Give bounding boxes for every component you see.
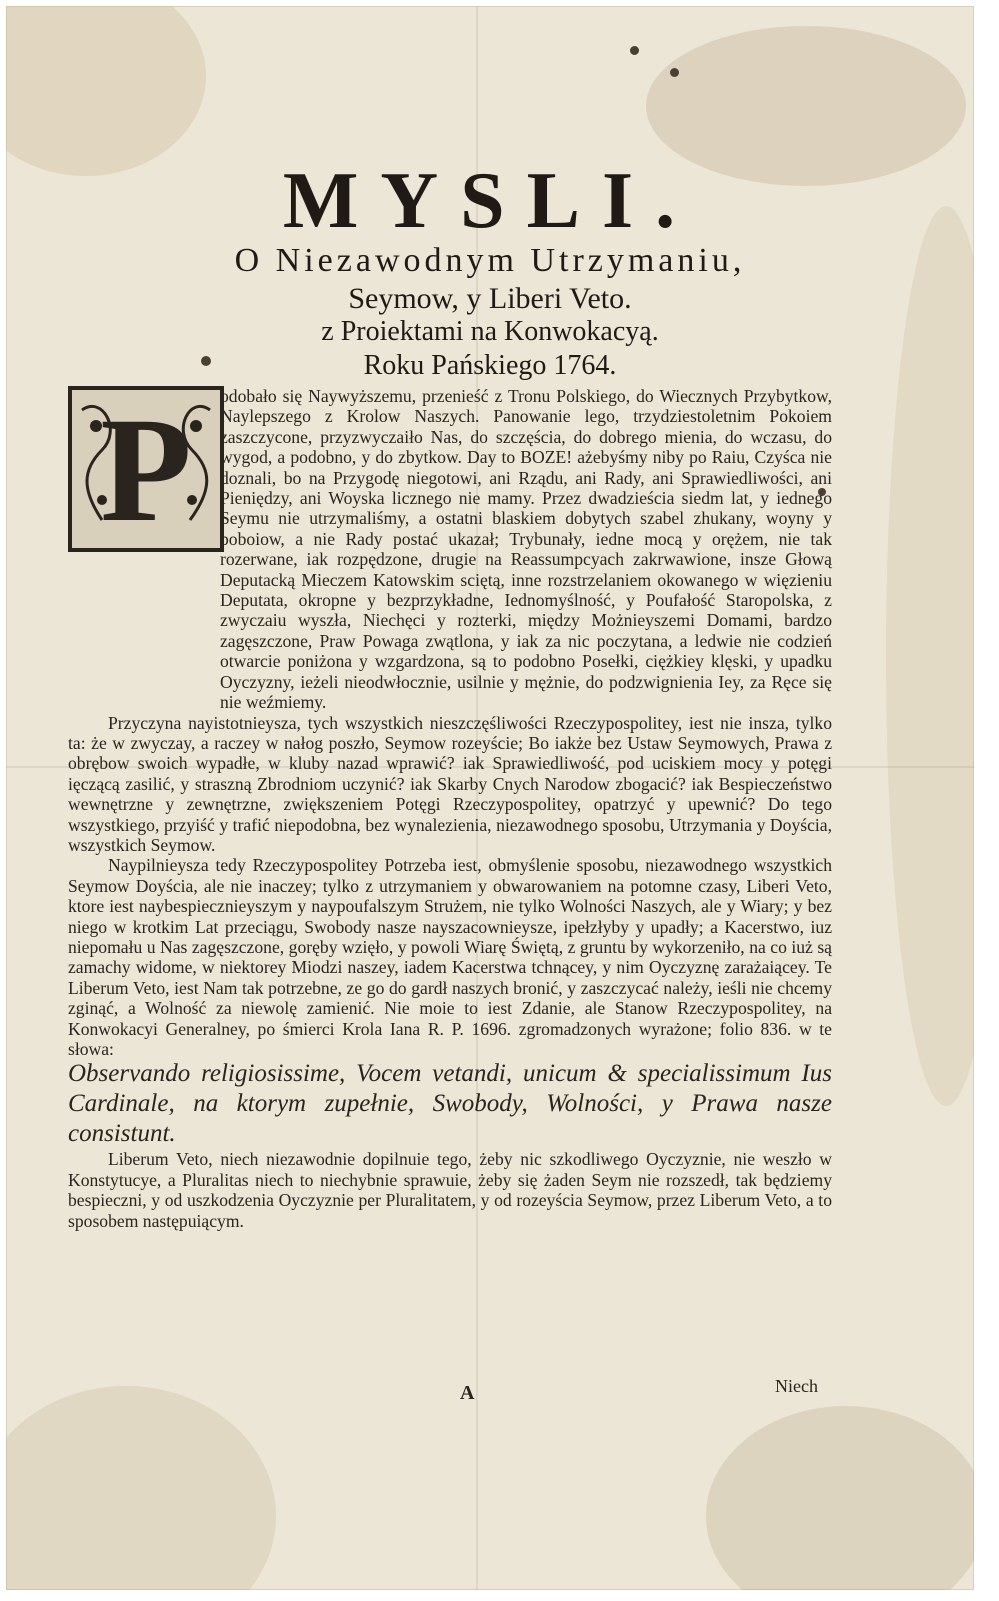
age-stain (706, 1406, 974, 1590)
signature-mark: A (460, 1382, 475, 1404)
document-page (6, 6, 974, 1590)
document-title: MYSLI. (282, 157, 698, 245)
initial-letter: P (100, 387, 192, 553)
latin-quote: Observando religiosissime, Vocem vetandi, unicum & specialissimum Ius Cardinale, na ktorym zupełnie, Swobody, Wolności, y Prawa nasze consistunt. (68, 1060, 832, 1148)
subtitle-line: O Niezawodnym Utrzymaniu, (234, 242, 746, 279)
paragraph: odobało się Naywyższemu, przenieść z Tronu Polskiego, do Wiecznych Przybytkow, Naylepszego z Krolow Naszych. Panowanie lego, trzydziestoletnim Pokoiem zaszczycone, przyzwyczaiło Nas, do szczęścia, do dobrego mienia, do wczasu, do wygod, a podobno, y do zbytkow. Day to BOZE! ażebyśmy niby po Raiu, Czyśca nie doznali, bo na Przygodę niegotowi, ani Rządu, ani Rady, ani Sprawiedliwości, ani Pieniędzy, ani Woyska licznego nie mamy. Przez dwadzieścia siedm lat, y iednego Seymu nie utrzymaliśmy, a ostatni blaskiem dobytych szabel zhukany, woyny y poboiow, a nie Rady postać ukazał; Trybunały, iedne mocą y orężem, nie tak rozerwane, iak rozpędzone, drugie na Reassumpcyach zakrwawione, insze Głową Deputacką Mieczem Katowskim sciętą, inne rozstrzelaniem okowanego w więzieniu Deputata, okropne y bezprzykładne, Iednomyślność, y Poufałość Staropolska, z zwyczaiu wyszła, Niechęci y rozterki, między Możnieyszemi Domami, bardzo zagęszczone, Praw Powaga zwątlona, y iak za nic poczytana, a ledwie nie codzień otwarcie poniżona y wzgardzona, są to podobno Posełki, ciężkiey klęski, y upadku Oyczyzny, ieżeli nieodwłocznie, usilnie y mężnie, do podzwignienia Iey, za Ręce się nie weźmiemy. (220, 386, 832, 713)
age-stain (6, 6, 206, 176)
catchword: Niech (775, 1376, 818, 1396)
paragraph: Liberum Veto, niech niezawodnie dopilnuie tego, żeby nic szkodliwego Oyczyznie, nie weszło w Konstytucye, a Pluralitas niech to niechybnie sprawuie, żeby się żaden Seym nie rozszedł, tak będziemy bespieczni, y od uszkodzenia Oyczyznie per Pluralitatem, y od rozeyścia Seymow, przez Liberum Veto, a to sposobem następuiącym. (68, 1149, 832, 1231)
paragraph: Naypilnieysza tedy Rzeczypospolitey Potrzeba iest, obmyślenie sposobu, niezawodnego wszystkich Seymow Doyścia, ale nie inaczey; tylko z utrzymaniem y obwarowaniem na potomne czasy, Liberi Veto, ktore iest naybespiecznieyszym y naypoufalszym Strużem, nie tylko Wolności Naszych, ale y Wiary; y bez niego w krotkim Lat przeciągu, Swobody nasze nayszacownieysze, ipełzłyby y upadły; a Kacerstwo, iuz niepomału u Nas zagęszczone, goręby wzięło, y powoli Wiarę Świętą, z gruntu by wykorzeniło, na co iuż są zamachy widome, w niektorey Miodzi naszey, iadem Kacerstwa tchnącey, y nim Oyczyznę zarażaiącey. Te Liberum Veto, iest Nam tak potrzebne, ze go do gardł naszych bronić, y zaszczycać należy, ieśli nie chcemy zginąć, a Wolność za niewolę zamienić. Nie moie to iest Zdanie, ale Stanow Rzeczypospolitey, na Konwokacyi Generalney, po śmierci Krola Iana R. P. 1696. zgromadzonych wyrażone; folio 836. w te słowa: (68, 855, 832, 1059)
ink-spot (630, 46, 639, 55)
age-stain (6, 1386, 276, 1590)
ink-spot (670, 68, 679, 77)
subtitle-line: z Proiektami na Konwokacyą. (321, 316, 659, 347)
paragraph: Przyczyna nayistotnieysza, tych wszystkich nieszczęśliwości Rzeczypospolitey, iest nie insza, tylko ta: że w zwyczay, a raczey w nałog poszło, Seymow rozeyście; Bo iakże bez Ustaw Seymowych, Prawa z obrębow swoich wypadłe, w kluby nazad wprawić? iak Sprawiedliwość, pod uciskiem mocy y potęgi ięczącą zasilić, y straszną Zbrodniom uczynić? iak Skarby Cnych Narodow zbogacić? iak Bespieczeństwo wewnętrzne y zewnętrzne, zwiększeniem Potęgi Rzeczypospolitey, opatrzyć y upewnić? Do tego wszystkiego, przyiść y trafić niepodobna, bez wynalezienia, niezawodnego sposobu, Utrzymania y Doyścia, wszystkich Seymow. (68, 712, 832, 855)
subtitle-line: Seymow, y Liberi Veto. (348, 282, 632, 315)
body-text (68, 386, 832, 1231)
subtitle-line: Roku Pańskiego 1764. (363, 350, 617, 381)
